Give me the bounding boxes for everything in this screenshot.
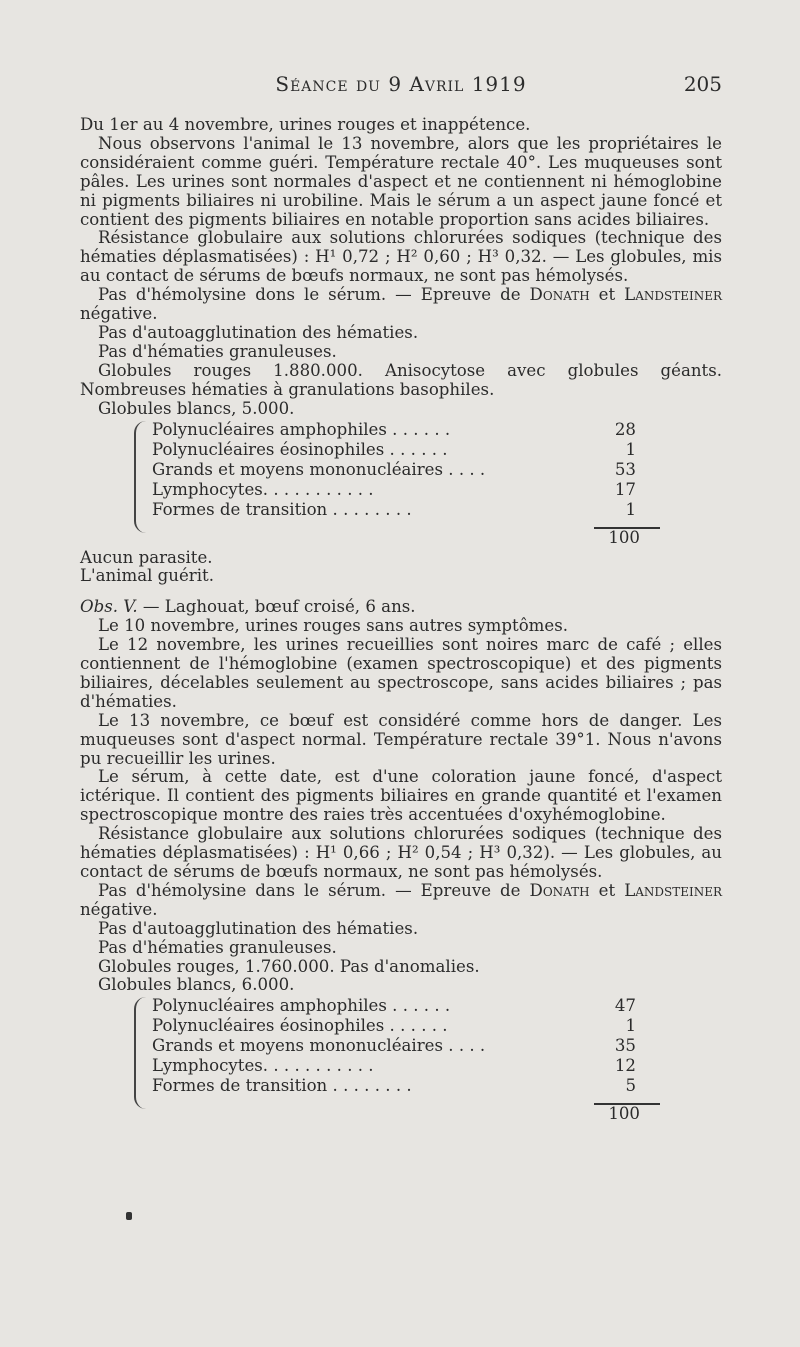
table-row — [152, 501, 634, 521]
paragraph-text: Pas d'hémolysine dans le sérum. — Epreuve de — [98, 880, 521, 900]
row-label: Polynucléaires amphophiles . . . . . . — [152, 419, 451, 439]
author-name: Donath — [529, 880, 590, 900]
author-name: Donath — [529, 285, 590, 305]
running-title: Séance du 9 Avril 1919 — [275, 72, 527, 96]
table-row — [152, 997, 634, 1017]
leukocyte-formula-table — [80, 996, 722, 1124]
leukocyte-formula-table — [80, 419, 722, 547]
page-header — [80, 72, 722, 100]
table-row — [152, 421, 634, 441]
conjunction: et — [598, 285, 616, 305]
row-label: Polynucléaires éosinophiles . . . . . . — [152, 1016, 448, 1036]
author-name: Landsteiner — [624, 880, 723, 900]
row-value: 12 — [614, 1056, 636, 1076]
row-value: 5 — [625, 1076, 636, 1096]
row-label: Formes de transition . . . . . . . . — [152, 499, 412, 519]
row-label: Grands et moyens mononucléaires . . . . — [152, 459, 486, 479]
row-label: Lymphocytes. . . . . . . . . . . — [152, 479, 374, 499]
observation-subtitle: — Laghouat, bœuf croisé, 6 ans. — [137, 597, 416, 617]
row-value: 47 — [614, 996, 636, 1016]
paragraph: Globules blancs, 5.000. — [98, 398, 295, 418]
row-label: Grands et moyens mononucléaires . . . . — [152, 1036, 486, 1056]
row-value: 35 — [614, 1036, 636, 1056]
row-label: Polynucléaires éosinophiles . . . . . . — [152, 439, 448, 459]
paragraph: Globules rouges, 1.760.000. Pas d'anomalies. — [98, 956, 480, 976]
paragraph: Du 1er au 4 novembre, urines rouges et inappétence. — [80, 115, 531, 134]
table-row — [152, 1037, 634, 1057]
paragraph: Pas d'autoagglutination des hématies. — [98, 918, 419, 938]
paragraph: Résistance globulaire aux solutions chlorurées sodiques (technique des hématies déplasmatisées) : H¹ 0,66 ; H² 0,54 ; H³ 0,32). — Les globules, au contact de sérums de bœufs normaux, ne sont pas hémolysés. — [80, 824, 722, 881]
table-row — [152, 461, 634, 481]
paragraph: Pas d'hématies granuleuses. — [98, 341, 337, 361]
table-total: 100 — [608, 1104, 640, 1124]
brace — [134, 997, 146, 1109]
row-label: Lymphocytes. . . . . . . . . . . — [152, 1056, 374, 1076]
paragraph: Le 13 novembre, ce bœuf est considéré comme hors de danger. Les muqueuses sont d'aspect normal. Température rectale 39°1. Nous n'avons pu recueillir les urines. — [80, 710, 722, 768]
paragraph: Globules blancs, 6.000. — [98, 975, 295, 995]
row-label: Formes de transition . . . . . . . . — [152, 1076, 412, 1096]
paragraph: Globules rouges 1.880.000. Anisocytose avec globules géants. Nombreuses hématies à granulations basophiles. — [80, 360, 722, 399]
page-number: 205 — [683, 72, 722, 96]
ink-mark — [126, 1212, 132, 1220]
row-value: 17 — [614, 479, 636, 499]
observation-title: Obs. V. — [80, 597, 138, 617]
paragraph: Pas d'hématies granuleuses. — [98, 937, 337, 957]
table-row — [152, 481, 634, 501]
paragraph: Le sérum, à cette date, est d'une coloration jaune foncé, d'aspect ictérique. Il contient des pigments biliaires en grande quantité et l'examen spectroscopique montre des raies très accentuées d'oxyhémoglobine. — [80, 767, 722, 825]
page-body — [80, 115, 723, 1124]
row-value: 53 — [614, 459, 636, 479]
row-label: Polynucléaires amphophiles . . . . . . — [152, 996, 451, 1016]
row-value: 28 — [614, 419, 636, 439]
row-value: 1 — [625, 1016, 636, 1036]
conjunction: et — [598, 880, 616, 900]
table-total: 100 — [608, 527, 640, 547]
result-text: négative. — [80, 899, 158, 919]
result-text: négative. — [80, 304, 158, 324]
paragraph — [80, 286, 722, 324]
table-row — [152, 1057, 634, 1077]
observation-heading — [80, 598, 722, 617]
paragraph: Pas d'autoagglutination des hématies. — [98, 322, 419, 342]
brace — [134, 421, 146, 533]
paragraph: Résistance globulaire aux solutions chlorurées sodiques (technique des hématies déplasmatisées) : H¹ 0,72 ; H² 0,60 ; H³ 0,32. — Les globules, mis au contact de sérums de bœufs normaux, ne sont pas hémolysés. — [80, 228, 722, 286]
table-row — [152, 1077, 634, 1097]
table-row — [152, 441, 634, 461]
paragraph: Le 12 novembre, les urines recueillies sont noires marc de café ; elles contiennent de l'hémoglobine (examen spectroscopique) et des pigments biliaires, décelables seulement au spectroscope, sans acides biliaires ; pas d'hématies. — [80, 635, 722, 711]
paragraph — [80, 882, 722, 920]
paragraph: Nous observons l'animal le 13 novembre, alors que les propriétaires le considéraient comme guéri. Température rectale 40°. Les muqueuses sont pâles. Les urines sont normales d'aspect et ne contiennent ni hémoglobine ni pigments biliaires ni urobiline. Mais le sérum a un aspect jaune foncé et contient des pigments biliaires en notable proportion sans acides biliaires. — [80, 133, 722, 229]
paragraph-text: Pas d'hémolysine dons le sérum. — Epreuve de — [98, 285, 521, 305]
paragraph: L'animal guérit. — [80, 566, 214, 586]
table-row — [152, 1017, 634, 1037]
paragraph: Aucun parasite. — [80, 547, 213, 567]
row-value: 1 — [625, 439, 636, 459]
author-name: Landsteiner — [624, 285, 722, 305]
paragraph: Le 10 novembre, urines rouges sans autres symptômes. — [98, 616, 569, 636]
row-value: 1 — [625, 499, 636, 519]
